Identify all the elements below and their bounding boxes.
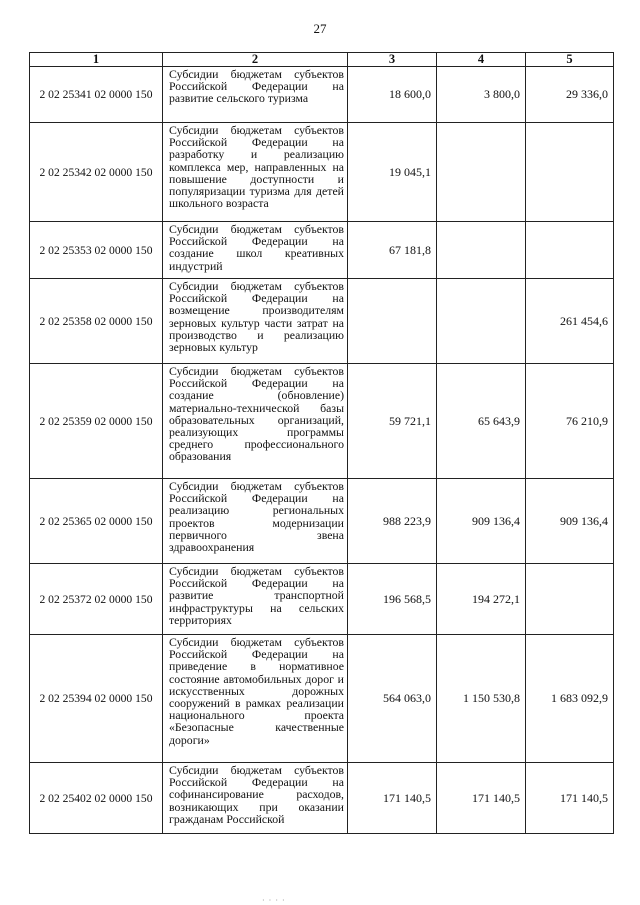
row-description: Субсидии бюджетам субъектов Российской Федерации на реализацию региональных проектов модернизации первичного звена здравоохранения <box>163 479 348 564</box>
table-row <box>30 635 614 763</box>
row-code: 2 02 25372 02 0000 150 <box>30 564 163 635</box>
row-value-col3: 18 600,0 <box>348 67 437 123</box>
row-value-col5 <box>526 222 614 279</box>
table-row <box>30 479 614 564</box>
row-description: Субсидии бюджетам субъектов Российской Федерации на приведение в нормативное состояние автомобильных дорог и искусственных дорожных сооружений в рамках реализации национального проекта «Безопасные качественные дороги» <box>163 635 348 763</box>
row-value-col3 <box>348 279 437 364</box>
row-code: 2 02 25402 02 0000 150 <box>30 763 163 834</box>
row-code: 2 02 25353 02 0000 150 <box>30 222 163 279</box>
row-value-col4: 3 800,0 <box>437 67 526 123</box>
col-header-5: 5 <box>526 53 614 67</box>
row-value-col3: 19 045,1 <box>348 123 437 222</box>
row-value-col4: 909 136,4 <box>437 479 526 564</box>
row-value-col5: 29 336,0 <box>526 67 614 123</box>
row-value-col3: 67 181,8 <box>348 222 437 279</box>
row-value-col3: 564 063,0 <box>348 635 437 763</box>
row-description: Субсидии бюджетам субъектов Российской Федерации на софинансирование расходов, возникающих при оказании гражданам Российской <box>163 763 348 834</box>
table-row <box>30 364 614 479</box>
table-row <box>30 67 614 123</box>
col-header-1: 1 <box>30 53 163 67</box>
table-header-row <box>30 53 614 67</box>
row-value-col4 <box>437 222 526 279</box>
row-code: 2 02 25358 02 0000 150 <box>30 279 163 364</box>
page-number: 27 <box>313 21 327 36</box>
row-value-col3: 196 568,5 <box>348 564 437 635</box>
table-row <box>30 564 614 635</box>
row-value-col5: 261 454,6 <box>526 279 614 364</box>
table-row <box>30 279 614 364</box>
row-value-col4: 65 643,9 <box>437 364 526 479</box>
row-description: Субсидии бюджетам субъектов Российской Федерации на разработку и реализацию комплекса мер, направленных на повышение доступности и популяризации туризма для детей школьного возраста <box>163 123 348 222</box>
row-value-col3: 171 140,5 <box>348 763 437 834</box>
row-value-col3: 59 721,1 <box>348 364 437 479</box>
row-code: 2 02 25341 02 0000 150 <box>30 67 163 123</box>
row-description: Субсидии бюджетам субъектов Российской Федерации на создание (обновление) материально-технической базы образовательных организаций, реализующих программы среднего профессионального образования <box>163 364 348 479</box>
row-value-col4: 171 140,5 <box>437 763 526 834</box>
row-value-col4 <box>437 123 526 222</box>
row-value-col4 <box>437 279 526 364</box>
row-description: Субсидии бюджетам субъектов Российской Федерации на развитие транспортной инфраструктуры на сельских территориях <box>163 564 348 635</box>
scan-mark: · · · · <box>262 896 286 905</box>
row-value-col5: 909 136,4 <box>526 479 614 564</box>
row-value-col5: 171 140,5 <box>526 763 614 834</box>
table-row <box>30 123 614 222</box>
row-value-col5 <box>526 123 614 222</box>
row-value-col3: 988 223,9 <box>348 479 437 564</box>
row-description: Субсидии бюджетам субъектов Российской Федерации на возмещение производителям зерновых культур части затрат на производство и реализацию зерновых культур <box>163 279 348 364</box>
row-description: Субсидии бюджетам субъектов Российской Федерации на создание школ креативных индустрий <box>163 222 348 279</box>
row-value-col5: 76 210,9 <box>526 364 614 479</box>
row-code: 2 02 25342 02 0000 150 <box>30 123 163 222</box>
row-code: 2 02 25365 02 0000 150 <box>30 479 163 564</box>
col-header-3: 3 <box>348 53 437 67</box>
table-row <box>30 763 614 834</box>
budget-table <box>29 52 614 834</box>
col-header-4: 4 <box>437 53 526 67</box>
row-code: 2 02 25394 02 0000 150 <box>30 635 163 763</box>
row-value-col5: 1 683 092,9 <box>526 635 614 763</box>
row-value-col4: 194 272,1 <box>437 564 526 635</box>
row-code: 2 02 25359 02 0000 150 <box>30 364 163 479</box>
table-row <box>30 222 614 279</box>
row-value-col5 <box>526 564 614 635</box>
row-description: Субсидии бюджетам субъектов Российской Федерации на развитие сельского туризма <box>163 67 348 123</box>
col-header-2: 2 <box>163 53 348 67</box>
row-value-col4: 1 150 530,8 <box>437 635 526 763</box>
